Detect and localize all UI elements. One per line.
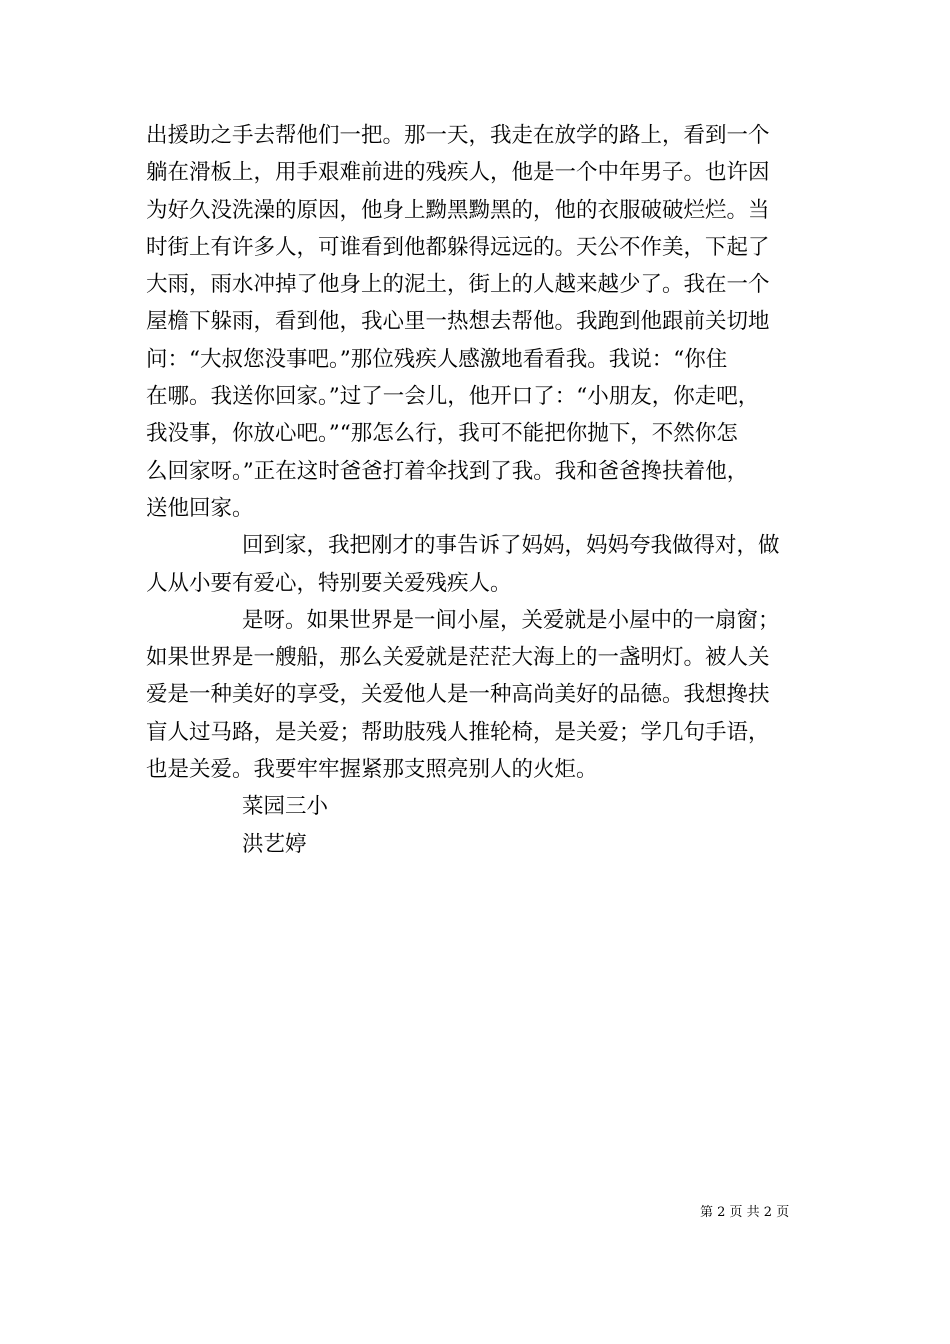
- text-line: 回到家，我把刚才的事告诉了妈妈，妈妈夸我做得对，做: [242, 533, 780, 559]
- text-line: 如果世界是一艘船，那么关爱就是茫茫大海上的一盏明灯。被人关: [146, 645, 770, 671]
- document-body: [146, 117, 812, 863]
- text-line: 时街上有许多人，可谁看到他都躲得远远的。天公不作美，下起了: [146, 234, 770, 260]
- text-line: 也是关爱。我要牢牢握紧那支照亮别人的火炬。: [146, 757, 598, 783]
- text-line: 屋檐下躲雨，看到他，我心里一热想去帮他。我跑到他跟前关切地: [146, 309, 770, 335]
- author-name: 洪艺婷: [242, 831, 307, 857]
- text-line: 我没事，你放心吧。”“那怎么行，我可不能把你抛下，不然你怎: [146, 421, 738, 447]
- paragraph-story: [146, 117, 812, 527]
- school-name: 菜园三小: [242, 794, 329, 820]
- page-number-footer: 第 2 页 共 2 页: [700, 1205, 790, 1220]
- text-line: 么回家呀。”正在这时爸爸打着伞找到了我。我和爸爸搀扶着他，: [146, 458, 749, 484]
- text-line: 问：“大叔您没事吧。”那位残疾人感激地看看我。我说：“你住: [146, 346, 728, 372]
- text-line: 爱是一种美好的享受，关爱他人是一种高尚美好的品德。我想搀扶: [146, 682, 770, 708]
- signature-block: [146, 788, 812, 863]
- text-line: 为好久没洗澡的原因，他身上黝黑黝黑的，他的衣服破破烂烂。当: [146, 197, 770, 223]
- text-line: 在哪。我送你回家。”过了一会儿，他开口了：“小朋友，你走吧，: [146, 384, 760, 410]
- text-line: 人从小要有爱心，特别要关爱残疾人。: [146, 570, 512, 596]
- text-line: 大雨，雨水冲掉了他身上的泥土，街上的人越来越少了。我在一个: [146, 272, 770, 298]
- paragraph-home: [146, 527, 812, 602]
- text-line: 躺在滑板上，用手艰难前进的残疾人，他是一个中年男子。也许因: [146, 160, 770, 186]
- text-line: 是呀。如果世界是一间小屋，关爱就是小屋中的一扇窗；: [242, 607, 780, 633]
- paragraph-conclusion: [146, 602, 812, 788]
- text-line: 出援助之手去帮他们一把。那一天，我走在放学的路上，看到一个: [146, 123, 770, 148]
- text-line: 送他回家。: [146, 495, 254, 521]
- text-line: 盲人过马路，是关爱；帮助肢残人推轮椅，是关爱；学几句手语，: [146, 719, 770, 745]
